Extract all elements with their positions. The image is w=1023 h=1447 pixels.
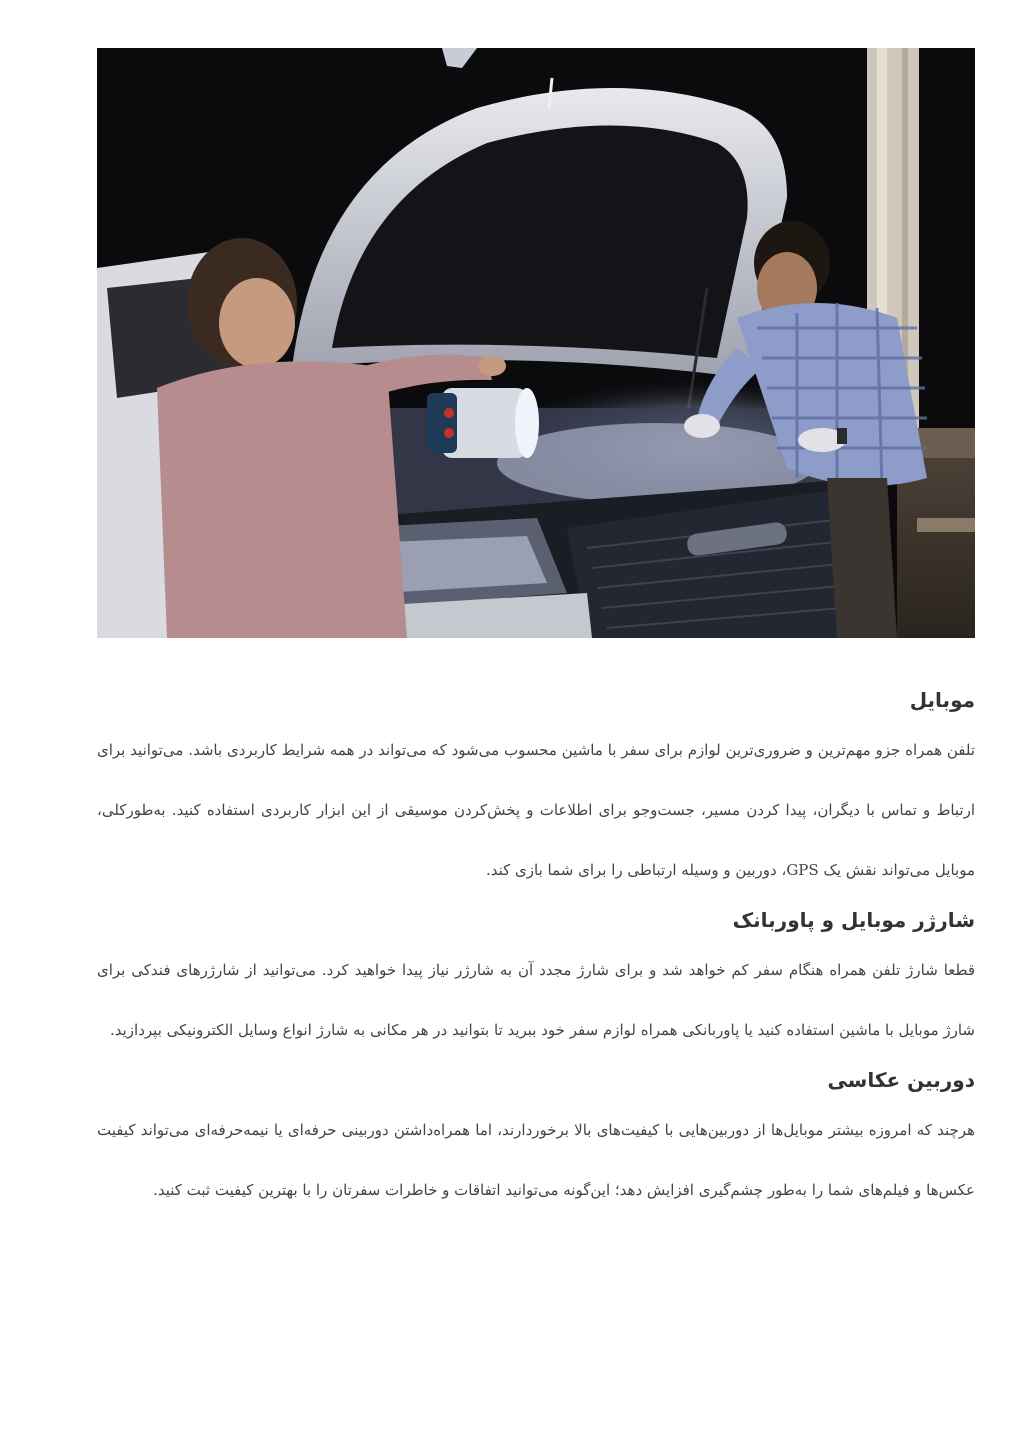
- section-body: قطعا شارژ تلفن همراه هنگام سفر کم خواهد شد و برای شارژ مجدد آن به شارژر نیاز پیدا خواهید کرد. می‌توانید از شارژرهای فندکی برای شارژ موبایل با ماشین استفاده کنید یا پاوربانکی همراه لوازم سفر خود ببرید تا بتوانید در هر مکانی به شارژ انواع وسایل الکترونیکی بپردازید.: [97, 961, 975, 1039]
- section-camera: [97, 1060, 975, 1220]
- section-title: موبایل: [909, 688, 975, 712]
- section-body: تلفن همراه جزو مهم‌ترین و ضروری‌ترین لوازم برای سفر با ماشین محسوب می‌شود که می‌تواند در همه شرایط کاربردی باشد. می‌توانید برای ارتباط و تماس با دیگران، پیدا کردن مسیر، جست‌وجو برای اطلاعات و پخش‌کردن موسیقی از این ابزار کاربردی استفاده کنید. به‌طورکلی، موبایل می‌تواند نقش یک GPS، دوربین و وسیله ارتباطی را برای شما بازی کند.: [97, 741, 975, 879]
- section-body: هرچند که امروزه بیشتر موبایل‌ها از دوربین‌هایی با کیفیت‌های بالا برخوردارند، اما همراه‌داشتن دوربینی حرفه‌ای یا نیمه‌حرفه‌ای می‌تواند کیفیت عکس‌ها و فیلم‌های شما را به‌طور چشم‌گیری افزایش دهد؛ این‌گونه می‌توانید اتفاقات و خاطرات سفرتان را با بهترین کیفیت ثبت کنید.: [97, 1121, 975, 1199]
- hero-image: [97, 48, 975, 638]
- car-engine-photo-icon: [97, 48, 975, 638]
- section-title: دوربین عکاسی: [827, 1068, 975, 1092]
- article-content: [97, 680, 975, 1220]
- section-title: شارژر موبایل و پاوربانک: [732, 908, 975, 932]
- section-charger-powerbank: [97, 900, 975, 1060]
- section-mobile: [97, 680, 975, 900]
